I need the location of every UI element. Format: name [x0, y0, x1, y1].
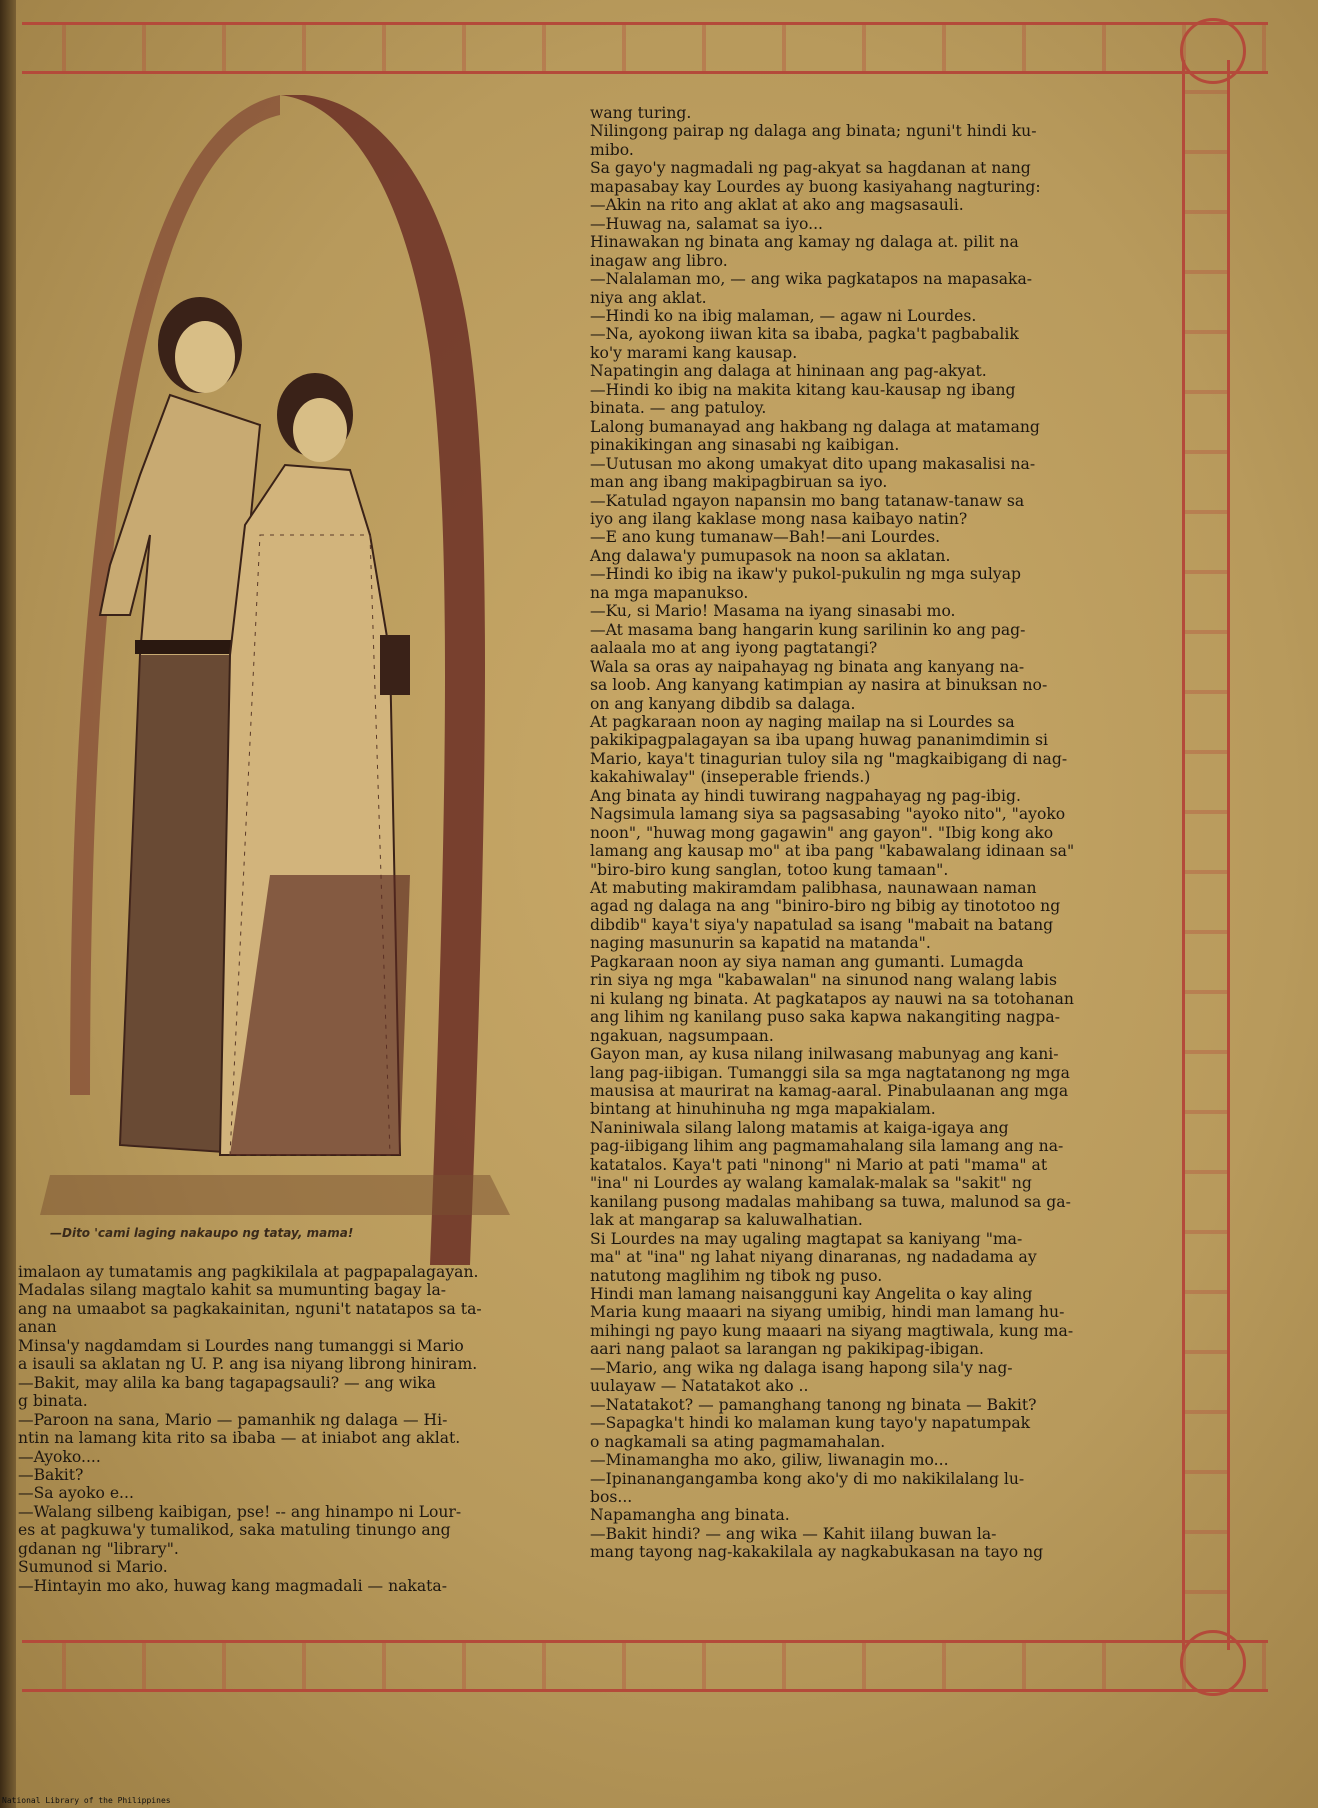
text-column-right — [590, 104, 1160, 1562]
text-line: ni kulang ng binata. At pagkatapos ay nauwi na sa totohanan — [590, 989, 1074, 1008]
text-line: dibdib" kaya't siya'y napatulad sa isang "mabait na batang — [590, 915, 1054, 934]
text-line: —Ipinanangangamba kong ako'y di mo nakikilalang lu- — [590, 1469, 1025, 1488]
text-line: —Hindi ko ibig na makita kitang kau-kausap ng ibang — [590, 380, 1016, 399]
text-line: —Minamangha mo ako, giliw, liwanagin mo... — [590, 1451, 949, 1470]
text-line: mibo. — [590, 140, 634, 159]
text-line: on ang kanyang dibdib sa dalaga. — [590, 694, 856, 713]
text-line: naging masunurin sa kapatid na matanda". — [590, 934, 931, 953]
text-line: —Huwag na, salamat sa iyo... — [590, 214, 824, 233]
text-line: mausisa at maurirat na kamag-aaral. Pinabulaanan ang mga — [590, 1082, 1069, 1101]
text-line: Napamangha ang binata. — [590, 1506, 790, 1525]
text-line: katatalos. Kaya't pati "ninong" ni Mario at pati "mama" at — [590, 1155, 1048, 1174]
library-footer: National Library of the Philippines — [2, 1796, 171, 1805]
text-line: wang turing. — [590, 104, 692, 122]
text-line: —Bakit, may alila ka bang tagapagsauli? — ang wika — [18, 1373, 436, 1392]
ornamental-border-top — [22, 22, 1268, 74]
text-line: —Paroon na sana, Mario — pamanhik ng dalaga — Hi- — [18, 1410, 448, 1429]
text-line: mapasabay kay Lourdes ay buong kasiyahang nagturing: — [590, 177, 1041, 196]
text-line: aalaala mo at ang iyong pagtatangi? — [590, 639, 878, 658]
text-line: pag-iibigang lihim ang pagmamahalang sila lamang ang na- — [590, 1137, 1064, 1156]
text-line: o nagkamali sa ating pagmamahalan. — [590, 1432, 886, 1451]
ornamental-border-right — [1182, 60, 1230, 1650]
corner-ornament-top-right — [1180, 18, 1246, 84]
text-line: —Nalalaman mo, — ang wika pagkatapos na mapasaka- — [590, 270, 1033, 289]
text-line: imalaon ay tumatamis ang pagkikilala at pagpapalagayan. — [18, 1263, 479, 1281]
text-line: man ang ibang makipagbiruan sa iyo. — [590, 473, 888, 492]
illustration-caption: —Dito 'cami laging nakaupo ng tatay, mama! — [50, 1226, 354, 1240]
text-line: —At masama bang hangarin kung sarilinin ko ang pag- — [590, 620, 1026, 639]
text-line: Hinawakan ng binata ang kamay ng dalaga at. pilit na — [590, 233, 1019, 252]
text-line: Wala sa oras ay naipahayag ng binata ang kanyang na- — [590, 657, 1025, 676]
text-line: lak at mangarap sa kaluwalhatian. — [590, 1211, 863, 1230]
text-line: uulayaw — Natatakot ako .. — [590, 1377, 809, 1396]
text-line: iyo ang ilang kaklase mong nasa kaibayo natin? — [590, 509, 968, 528]
text-line: mang tayong nag-kakakilala ay nagkabukasan na tayo ng — [590, 1543, 1044, 1562]
text-line: anan — [18, 1318, 57, 1337]
text-line: ang na umaabot sa pagkakainitan, nguni't natatapos sa ta- — [18, 1299, 482, 1318]
text-line: —Hindi ko na ibig malaman, — agaw ni Lourdes. — [590, 306, 977, 325]
text-line: ang lihim ng kanilang puso saka kapwa nakangiting nagpa- — [590, 1008, 1060, 1027]
text-line: Gayon man, ay kusa nilang inilwasang mabunyag ang kani- — [590, 1045, 1059, 1064]
text-line: Si Lourdes na may ugaling magtapat sa kaniyang "ma- — [590, 1229, 1023, 1248]
text-line: Hindi man lamang naisangguni kay Angelita o kay aling — [590, 1285, 1033, 1303]
text-line: natutong maglihim ng tibok ng puso. — [590, 1266, 883, 1285]
text-line: mihingi ng payo kung maaari na siyang magtiwala, kung ma- — [590, 1321, 1074, 1340]
text-line: Madalas silang magtalo kahit sa mumunting bagay la- — [18, 1281, 447, 1300]
text-line: na mga mapanukso. — [590, 583, 749, 602]
text-line: inagaw ang libro. — [590, 251, 728, 270]
text-line: —Akin na rito ang aklat at ako ang magsasauli. — [590, 196, 964, 215]
text-line: —Katulad ngayon napansin mo bang tatanaw-tanaw sa — [590, 491, 1025, 510]
text-line: noon", "huwag mong gagawin" ang gayon". "Ibig kong ako — [590, 823, 1054, 842]
two-women-under-arch-illustration — [30, 95, 550, 1265]
text-line: —Natatakot? — pamanghang tanong ng binata — Bakit? — [590, 1395, 1037, 1414]
text-line: Pagkaraan noon ay siya naman ang gumanti. Lumagda — [590, 952, 1024, 971]
text-line: pinakikingan ang sinasabi ng kaibigan. — [590, 436, 900, 455]
text-line: es at pagkuwa'y tumalikod, saka matuling tinungo ang — [18, 1521, 451, 1540]
text-line: Ang dalawa'y pumupasok na noon sa aklatan. — [590, 546, 951, 565]
corner-ornament-bottom-right — [1180, 1630, 1246, 1696]
text-line: Mario, kaya't tinagurian tuloy sila ng "magkaibigang di nag- — [590, 749, 1068, 768]
text-line: Sa gayo'y nagmadali ng pag-akyat sa hagdanan at nang — [590, 159, 1031, 178]
text-line: ntin na lamang kita rito sa ibaba — at iniabot ang aklat. — [18, 1429, 461, 1448]
text-line: —E ano kung tumanaw—Bah!—ani Lourdes. — [590, 528, 941, 547]
text-line: —Bakit? — [18, 1465, 84, 1484]
text-line: kakahiwalay" (inseperable friends.) — [590, 768, 871, 787]
text-line: a isauli sa aklatan ng U. P. ang isa niyang librong hiniram. — [18, 1355, 478, 1374]
text-line: agad ng dalaga na ang "biniro-biro ng bibig ay tinototoo ng — [590, 897, 1061, 916]
text-line: —Hindi ko ibig na ikaw'y pukol-pukulin ng mga sulyap — [590, 565, 1022, 584]
text-line: kanilang pusong madalas mahibang sa tuwa, malunod sa ga- — [590, 1192, 1071, 1211]
text-line: Sumunod si Mario. — [18, 1558, 168, 1577]
text-column-left — [18, 1263, 566, 1595]
text-line: niya ang aklat. — [590, 288, 707, 307]
text-line: —Mario, ang wika ng dalaga isang hapong sila'y nag- — [590, 1358, 1013, 1377]
text-line: At pagkaraan noon ay naging mailap na si Lourdes sa — [590, 712, 1015, 731]
binding-edge — [0, 0, 16, 1808]
text-line: aari nang palaot sa larangan ng pakikipag-ibigan. — [590, 1340, 985, 1359]
text-line: At mabuting makiramdam palibhasa, naunawaan naman — [590, 879, 1037, 898]
text-line: Lalong bumanayad ang hakbang ng dalaga at matamang — [590, 417, 1040, 436]
text-line: sa loob. Ang kanyang katimpian ay nasira at binuksan no- — [590, 676, 1048, 695]
text-line: bos... — [590, 1487, 633, 1506]
ornamental-border-bottom — [22, 1640, 1268, 1692]
text-line: —Sapagka't hindi ko malaman kung tayo'y napatumpak — [590, 1414, 1031, 1433]
text-line: "biro-biro kung sanglan, totoo kung tamaan". — [590, 860, 949, 879]
text-line: lang pag-iibigan. Tumanggi sila sa mga nagtatanong ng mga — [590, 1063, 1070, 1082]
text-line: —Hintayin mo ako, huwag kang magmadali — nakata- — [18, 1576, 447, 1595]
text-line: Nagsimula lamang siya sa pagsasabing "ayoko nito", "ayoko — [590, 805, 1066, 824]
text-line: lamang ang kausap mo" at iba pang "kabawalang idinaan sa" — [590, 842, 1075, 861]
text-line: ngakuan, nagsumpaan. — [590, 1026, 774, 1045]
text-line: ko'y marami kang kausap. — [590, 343, 798, 362]
text-line: —Uutusan mo akong umakyat dito upang makasalisi na- — [590, 454, 1036, 473]
text-line: bintang at hinuhinuha ng mga mapakialam. — [590, 1100, 936, 1119]
text-line: —Ku, si Mario! Masama na iyang sinasabi mo. — [590, 602, 956, 621]
text-line: Napatingin ang dalaga at hininaan ang pag-akyat. — [590, 362, 987, 381]
text-line: —Ayoko.... — [18, 1447, 101, 1466]
text-line: —Sa ayoko e... — [18, 1484, 134, 1503]
text-line: —Na, ayokong iiwan kita sa ibaba, pagka't pagbabalik — [590, 325, 1019, 344]
text-line: gdanan ng "library". — [18, 1539, 179, 1558]
text-line: pakikipagpalagayan sa iba upang huwag pananimdimin si — [590, 731, 1048, 750]
text-line: Maria kung maaari na siyang umibig, hindi man lamang hu- — [590, 1303, 1065, 1322]
text-line: binata. — ang patuloy. — [590, 399, 767, 418]
text-line: rin siya ng mga "kabawalan" na sinunod nang walang labis — [590, 971, 1058, 990]
text-line: —Bakit hindi? — ang wika — Kahit iilang buwan la- — [590, 1524, 997, 1543]
text-line: ma" at "ina" ng lahat niyang dinaranas, ng nadadama ay — [590, 1248, 1037, 1267]
text-line: Nilingong pairap ng dalaga ang binata; nguni't hindi ku- — [590, 122, 1037, 141]
text-line: g binata. — [18, 1392, 88, 1411]
text-line: "ina" ni Lourdes ay walang kamalak-malak sa "sakit" ng — [590, 1174, 1032, 1193]
text-line: Minsa'y nagdamdam si Lourdes nang tumanggi si Mario — [18, 1336, 464, 1355]
text-line: —Walang silbeng kaibigan, pse! -- ang hinampo ni Lour- — [18, 1502, 462, 1521]
text-line: Naniniwala silang lalong matamis at kaiga-igaya ang — [590, 1118, 1009, 1137]
text-line: Ang binata ay hindi tuwirang nagpahayag ng pag-ibig. — [590, 786, 1021, 805]
